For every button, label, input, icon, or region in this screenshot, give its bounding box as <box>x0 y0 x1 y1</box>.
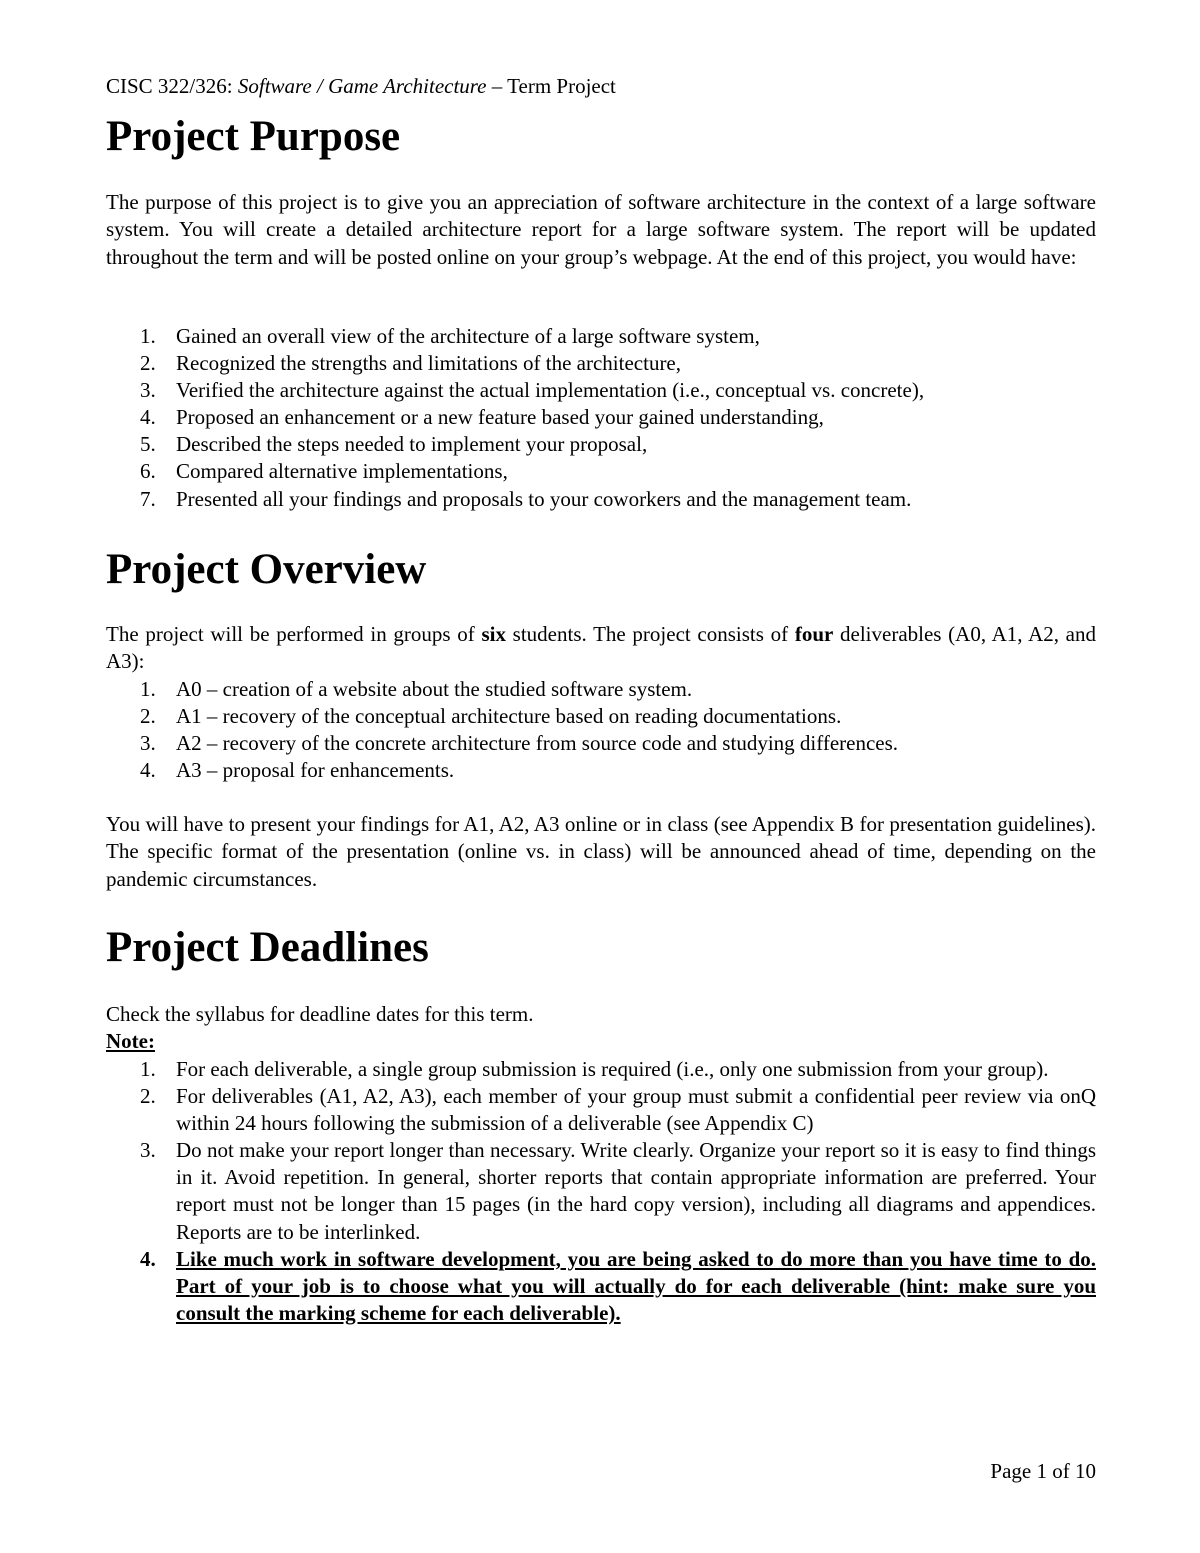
list-number: 7. <box>140 486 156 511</box>
list-item-text: A1 – recovery of the conceptual architecture based on reading documentations. <box>176 704 842 729</box>
list-item-text: Gained an overall view of the architecture of a large software system, <box>176 324 760 348</box>
list-number: 5. <box>140 432 156 457</box>
deliverable-count-emphasis: four <box>794 622 834 646</box>
purpose-list-item <box>106 431 1096 458</box>
list-item-text: Compared alternative implementations, <box>176 459 508 484</box>
deliverable-list-item <box>106 757 1096 784</box>
deliverable-list-item <box>106 676 1096 703</box>
purpose-list-item <box>106 350 1096 377</box>
overview-intro-text: The project will be performed in groups of <box>106 622 482 646</box>
purpose-intro-paragraph: The purpose of this project is to give you an appreciation of software architecture in the context of a large software system. You will create a detailed architecture report for a large software system. The report will be updated throughout the term and will be posted online on your group’s webpage. At the end of this project, you would have: <box>106 190 1096 269</box>
list-item-text: Described the steps needed to implement your proposal, <box>176 432 648 457</box>
list-number: 1. <box>140 324 156 348</box>
list-number: 2. <box>140 1084 156 1109</box>
note-list-item <box>106 1056 1096 1083</box>
purpose-list <box>106 323 1096 513</box>
heading-project-purpose: Project Purpose <box>106 113 401 160</box>
page-number: Page 1 of 10 <box>990 1459 1096 1483</box>
note-label: Note: <box>106 1029 155 1053</box>
list-number: 3. <box>140 378 156 403</box>
list-number: 6. <box>140 459 156 484</box>
list-number: 2. <box>140 351 156 376</box>
deliverable-list-item <box>106 730 1096 757</box>
list-item-text: A2 – recovery of the concrete architecture from source code and studying differences. <box>176 731 899 756</box>
note-list-item <box>106 1083 1096 1137</box>
notes-list <box>106 1056 1096 1327</box>
list-item-text: Do not make your report longer than necessary. Write clearly. Organize your report so it is easy to find things in it. Avoid repetition. In general, shorter reports that contain appropriate information are preferred. Your report must not be longer than 15 pages (in the hard copy version), including all diagrams and appendices. Reports are to be interlinked. <box>176 1138 1096 1244</box>
list-number: 4. <box>140 405 156 430</box>
list-number: 1. <box>140 677 156 701</box>
deliverable-list-item <box>106 703 1096 730</box>
running-header <box>106 72 616 100</box>
document-page <box>106 0 1096 1553</box>
purpose-list-item <box>106 377 1096 404</box>
presentation-paragraph: You will have to present your findings for A1, A2, A3 online or in class (see Appendix B for presentation guidelines). The specific format of the presentation (online vs. in class) will be announced ahead of time, depending on the pandemic circumstances. <box>106 812 1096 891</box>
deadlines-intro-paragraph: Check the syllabus for deadline dates for this term. <box>106 1002 534 1026</box>
heading-project-overview: Project Overview <box>106 546 427 593</box>
course-code: CISC 322/326: <box>106 74 238 98</box>
list-item-text: A3 – proposal for enhancements. <box>176 758 455 783</box>
list-item-text: A0 – creation of a website about the studied software system. <box>176 677 693 701</box>
list-item-text: Proposed an enhancement or a new feature based your gained understanding, <box>176 405 824 430</box>
note-list-item <box>106 1137 1096 1245</box>
overview-intro-text: students. The project consists of <box>505 622 795 646</box>
purpose-list-item <box>106 323 1096 350</box>
overview-intro-text: deliverables (A0, A1, A2, and A3): <box>106 622 1097 674</box>
list-number: 3. <box>140 1138 156 1163</box>
list-number: 2. <box>140 704 156 729</box>
group-size-emphasis: six <box>481 622 506 646</box>
list-item-text: Verified the architecture against the actual implementation (i.e., conceptual vs. concrete), <box>176 378 925 403</box>
purpose-list-item <box>106 458 1096 485</box>
purpose-list-item <box>106 486 1096 513</box>
emphasized-note-text: Like much work in software development, you are being asked to do more than you have time to do. Part of your job is to choose what you will actually do for each deliverable (hint: make sure you consult the marking scheme for each deliverable). <box>176 1246 1096 1325</box>
doc-type: Term Project <box>507 74 616 98</box>
deliverables-list <box>106 676 1096 784</box>
list-number: 4. <box>140 758 156 783</box>
list-item-text: For each deliverable, a single group submission is required (i.e., only one submission from your group). <box>176 1057 1049 1081</box>
list-number: 3. <box>140 731 156 756</box>
list-item-text: Presented all your findings and proposals to your coworkers and the management team. <box>176 486 912 511</box>
purpose-list-item <box>106 404 1096 431</box>
header-separator: – <box>486 74 508 98</box>
list-item-text: Recognized the strengths and limitations of the architecture, <box>176 351 682 376</box>
heading-project-deadlines: Project Deadlines <box>106 924 429 971</box>
list-item-text: For deliverables (A1, A2, A3), each member of your group must submit a confidential peer review via onQ within 24 hours following the submission of a deliverable (see Appendix C) <box>176 1084 1096 1136</box>
list-number: 4. <box>140 1246 156 1271</box>
list-number: 1. <box>140 1057 156 1081</box>
overview-intro-paragraph <box>106 621 1096 676</box>
note-list-item <box>106 1246 1096 1327</box>
course-title: Software / Game Architecture <box>237 74 487 98</box>
